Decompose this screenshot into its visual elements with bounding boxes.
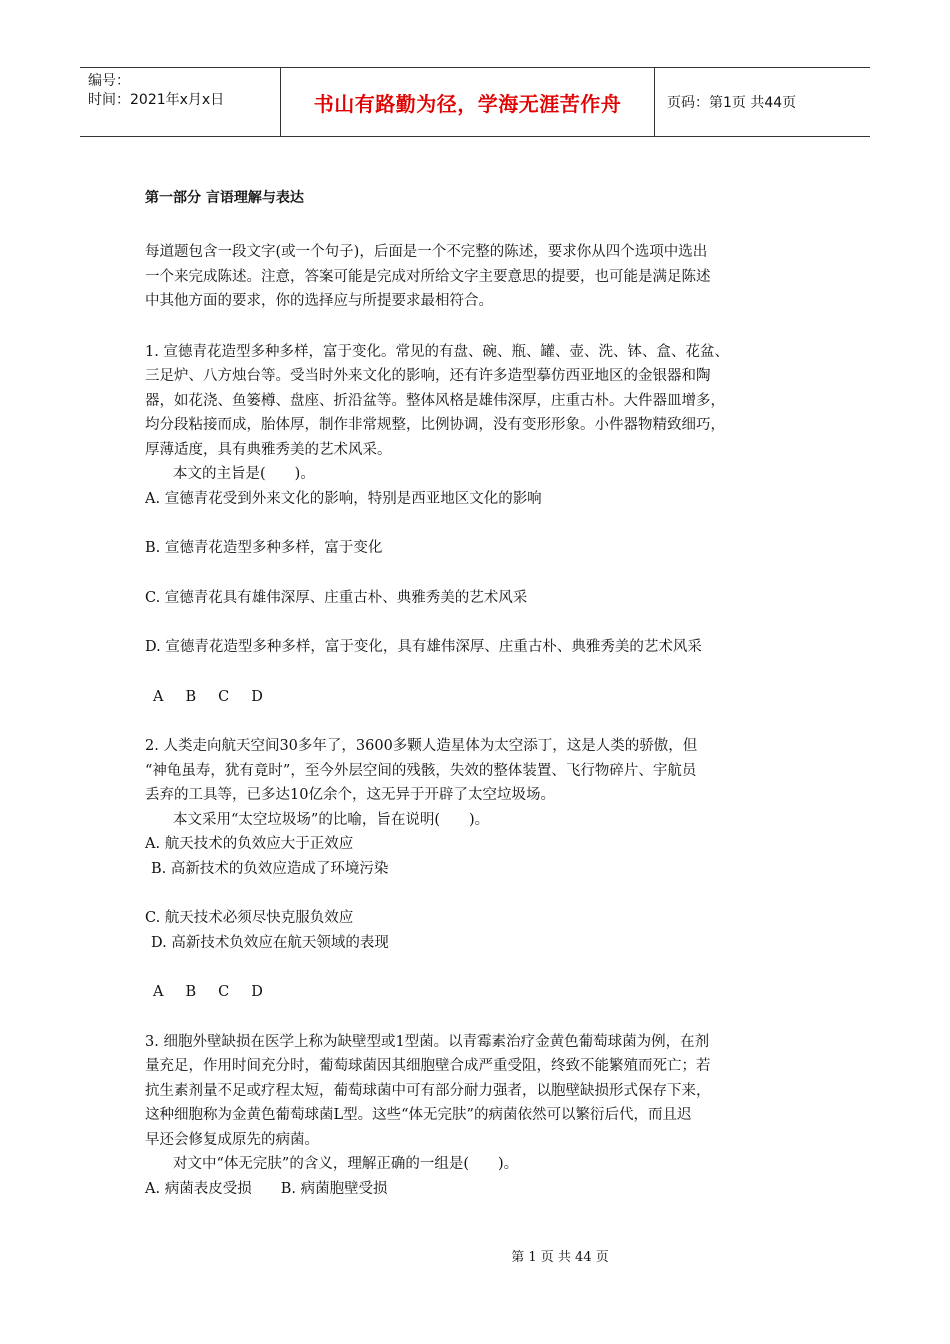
q2-line: 丢弃的工具等，已多达10亿余个，这无异于开辟了太空垃圾场。: [145, 787, 555, 803]
document-body: [145, 180, 825, 1201]
q1-stem: 本文的主旨是( )。: [173, 466, 315, 482]
intro-line: 一个来完成陈述。注意，答案可能是完成对所给文字主要意思的提要，也可能是满足陈述: [145, 268, 711, 285]
q1-option-d: D. 宣德青花造型多种多样，富于变化，具有雄伟深厚、庄重古朴、典雅秀美的艺术风采: [145, 639, 702, 655]
question-2: [145, 734, 825, 1005]
intro-paragraph: [145, 240, 825, 314]
q1-line: 1. 宣德青花造型多种多样，富于变化。常见的有盘、碗、瓶、罐、壶、洗、钵、盒、花盆、: [145, 343, 729, 360]
q1-option-a: A. 宣德青花受到外来文化的影响，特别是西亚地区文化的影响: [145, 490, 542, 507]
q2-line: “神龟虽寿，犹有竟时”，至今外层空间的残骸，失效的整体装置、飞行物碎片、宇航员: [145, 762, 697, 779]
q1-answer-b: B: [185, 688, 197, 705]
q2-option-d: D. 高新技术负效应在航天领域的表现: [151, 934, 389, 951]
q2-option-c: C. 航天技术必须尽快克服负效应: [145, 910, 354, 926]
q2-line: 2. 人类走向航天空间30多年了，3600多颗人造星体为太空添丁，这是人类的骄傲，但: [145, 738, 698, 754]
q3-line: 早还会修复成原先的病菌。: [145, 1131, 319, 1148]
time-label: 时间：2021年x月x日: [88, 92, 225, 108]
intro-line: 中其他方面的要求，你的选择应与所提要求最相符合。: [145, 293, 493, 309]
header-page-info: 页码：第1页 共44页: [667, 95, 797, 111]
q2-answer-b: B: [185, 984, 197, 1000]
q3-options: A. 病菌表皮受损 B. 病菌胞壁受损: [145, 1180, 388, 1197]
q1-line: 均分段粘接而成，胎体厚，制作非常规整，比例协调，没有变形形象。小件器物精致细巧，: [145, 417, 725, 433]
section-title: 第一部分 言语理解与表达: [145, 190, 304, 206]
header-motto: 书山有路勤为径，学海无涯苦作舟: [281, 68, 655, 136]
q3-stem: 对文中“体无完肤”的含义，理解正确的一组是( )。: [173, 1156, 519, 1172]
q2-answer-choices: [145, 980, 825, 1005]
q2-answer-d: D: [251, 984, 263, 1000]
q1-option-b: B. 宣德青花造型多种多样，富于变化: [145, 540, 383, 556]
q3-line: 量充足，作用时间充分时，葡萄球菌因其细胞壁合成严重受阻，终致不能繁殖而死亡；若: [145, 1058, 711, 1074]
q1-answer-d: D: [251, 688, 263, 705]
q2-option-a: A. 航天技术的负效应大于正效应: [145, 836, 354, 852]
q2-answer-a: A: [153, 984, 164, 1000]
q1-answer-a: A: [153, 688, 164, 705]
intro-line: 每道题包含一段文字(或一个句子)，后面是一个不完整的陈述，要求你从四个选项中选出: [145, 244, 708, 260]
q3-line: 3. 细胞外壁缺损在医学上称为缺壁型或1型菌。以青霉素治疗金黄色葡萄球菌为例，在剂: [145, 1033, 710, 1050]
q3-line: 这种细胞称为金黄色葡萄球菌L型。这些“体无完肤”的病菌依然可以繁衍后代，而且迟: [145, 1107, 692, 1123]
question-1: [145, 340, 825, 710]
q2-answer-c: C: [218, 984, 230, 1000]
q1-line: 厚薄适度，具有典雅秀美的艺术风采。: [145, 441, 392, 458]
page-header: [80, 67, 870, 137]
header-meta: [80, 68, 281, 136]
page-footer: 第 1 页 共 44 页: [511, 1250, 609, 1265]
q1-line: 三足炉、八方烛台等。受当时外来文化的影响，还有许多造型摹仿西亚地区的金银器和陶: [145, 368, 711, 384]
q1-answer-c: C: [218, 688, 230, 705]
q1-answer-choices: [145, 685, 825, 710]
q2-option-b: B. 高新技术的负效应造成了环境污染: [151, 860, 389, 877]
q2-stem: 本文采用“太空垃圾场”的比喻，旨在说明( )。: [173, 811, 490, 828]
question-3: [145, 1030, 825, 1202]
number-label: 编号：: [88, 73, 130, 89]
q1-line: 器，如花浇、鱼篓樽、盘座、折沿盆等。整体风格是雄伟深厚，庄重古朴。大件器皿增多，: [145, 392, 725, 409]
q1-option-c: C. 宣德青花具有雄伟深厚、庄重古朴、典雅秀美的艺术风采: [145, 589, 528, 606]
q3-line: 抗生素剂量不足或疗程太短，葡萄球菌中可有部分耐力强者，以胞壁缺损形式保存下来，: [145, 1082, 711, 1099]
